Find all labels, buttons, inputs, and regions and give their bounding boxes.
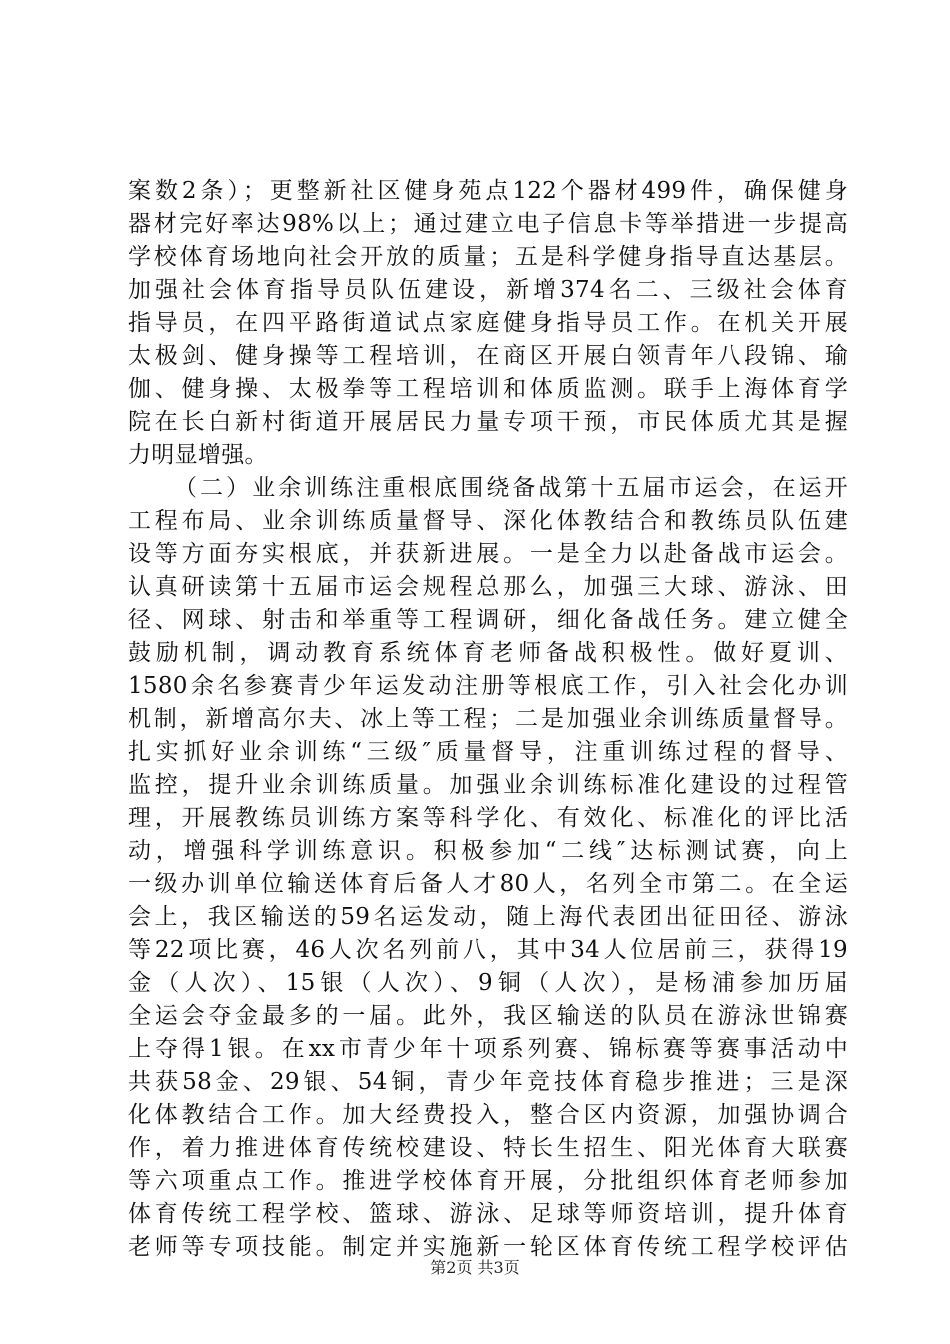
text-line: 监控，提升业余训练质量。加强业余训练标准化建设的过程管 [128, 772, 848, 798]
page-number-footer: 第2页 共3页 [430, 1258, 520, 1277]
text-line: 机制，新增高尔夫、冰上等工程；二是加强业余训练质量督导。 [128, 706, 848, 732]
text-line: 动，增强科学训练意识。积极参加“二线″达标测试赛，向上 [128, 838, 848, 864]
text-line: 器材完好率达98%以上；通过建立电子信息卡等举措进一步提高 [128, 211, 848, 237]
text-line: 力明显增强。 [128, 442, 268, 468]
text-line: 1580余名参赛青少年运发动注册等根底工作，引入社会化办训 [128, 673, 848, 699]
text-line: 学校体育场地向社会开放的质量；五是科学健身指导直达基层。 [128, 244, 848, 270]
text-line: 等六项重点工作。推进学校体育开展，分批组织体育老师参加 [128, 1168, 848, 1194]
text-line: 会上，我区输送的59名运发动，随上海代表团出征田径、游泳 [128, 904, 848, 930]
text-line: 全运会夺金最多的一届。此外，我区输送的队员在游泳世锦赛 [128, 1003, 848, 1029]
body-text [128, 175, 848, 1264]
text-line: 太极剑、健身操等工程培训，在商区开展白领青年八段锦、瑜 [128, 343, 848, 369]
text-line: 工程布局、业余训练质量督导、深化体教结合和教练员队伍建 [128, 508, 848, 534]
text-line: 理，开展教练员训练方案等科学化、有效化、标准化的评比活 [128, 805, 848, 831]
text-line: 院在长白新村街道开展居民力量专项干预，市民体质尤其是握 [128, 409, 848, 435]
text-line: 设等方面夯实根底，并获新进展。一是全力以赴备战市运会。 [128, 541, 848, 567]
text-line: 共获58金、29银、54铜，青少年竞技体育稳步推进；三是深 [128, 1069, 848, 1095]
text-line: 老师等专项技能。制定并实施新一轮区体育传统工程学校评估 [128, 1234, 848, 1260]
section-heading-line: （二）业余训练注重根底围绕备战第十五届市运会，在运开 [174, 475, 848, 501]
text-line: 等22项比赛，46人次名列前八，其中34人位居前三，获得19 [128, 937, 848, 963]
text-line: 扎实抓好业余训练“三级″质量督导，注重训练过程的督导、 [128, 739, 848, 765]
text-line: 认真研读第十五届市运会规程总那么，加强三大球、游泳、田 [128, 574, 848, 600]
text-line: 加强社会体育指导员队伍建设，新增374名二、三级社会体育 [128, 277, 848, 303]
text-line: 化体教结合工作。加大经费投入，整合区内资源，加强协调合 [128, 1102, 848, 1128]
text-line: 上夺得1银。在xx市青少年十项系列赛、锦标赛等赛事活动中 [128, 1036, 848, 1062]
text-line: 金（人次）、15银（人次）、9铜（人次），是杨浦参加历届 [128, 970, 848, 996]
text-line: 一级办训单位输送体育后备人才80人，名列全市第二。在全运 [128, 871, 848, 897]
text-line: 体育传统工程学校、篮球、游泳、足球等师资培训，提升体育 [128, 1201, 848, 1227]
text-line: 作，着力推进体育传统校建设、特长生招生、阳光体育大联赛 [128, 1135, 848, 1161]
text-line: 径、网球、射击和举重等工程调研，细化备战任务。建立健全 [128, 607, 848, 633]
text-line: 鼓励机制，调动教育系统体育老师备战积极性。做好夏训、 [128, 640, 848, 666]
text-line: 指导员，在四平路街道试点家庭健身指导员工作。在机关开展 [128, 310, 848, 336]
text-line: 案数2条）；更整新社区健身苑点122个器材499件，确保健身 [128, 178, 848, 204]
text-line: 伽、健身操、太极拳等工程培训和体质监测。联手上海体育学 [128, 376, 848, 402]
